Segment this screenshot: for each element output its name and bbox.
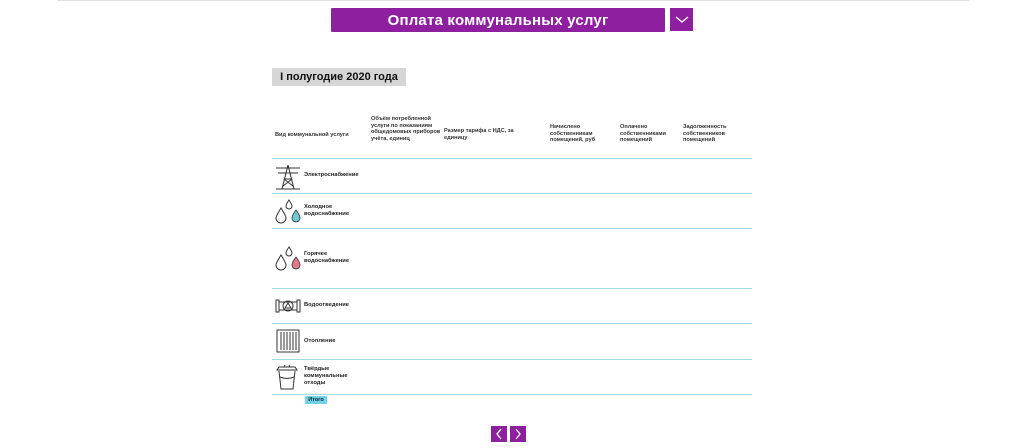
row-label-heating: Отопление [304, 338, 336, 344]
row-label-sewage: Водоотведение [304, 302, 350, 308]
col-header-service: Вид коммунальной услуги [275, 132, 349, 138]
chevron-down-icon [675, 16, 689, 24]
col-header-volume: Объём потребленной услуги по показаниям общедомовых приборов учёта, единиц [371, 116, 441, 142]
table-row [272, 289, 752, 324]
col-header-debt: Задолженность собственников помещений [683, 124, 727, 144]
top-divider [57, 0, 969, 1]
table-header [272, 114, 752, 159]
table-row [272, 194, 752, 229]
col-header-charged: Начислено собственникам помещений, руб [550, 124, 596, 144]
table-row [272, 229, 752, 289]
period-label: I полугодие 2020 года [272, 68, 406, 86]
prev-page-button[interactable] [491, 426, 507, 442]
dropdown-button[interactable] [670, 8, 693, 31]
chevron-right-icon [514, 428, 522, 440]
table-row [272, 324, 752, 360]
power-tower-icon [275, 164, 301, 190]
page-title-button[interactable]: Оплата коммунальных услуг [331, 8, 665, 32]
chevron-left-icon [495, 428, 503, 440]
row-label-solid-waste: Твёрдые коммунальные отходы [304, 366, 348, 386]
table-row [272, 360, 752, 395]
trash-bin-icon [275, 364, 299, 390]
col-header-paid: Оплачено собственниками помещений [620, 124, 666, 144]
cold-water-drops-icon [275, 198, 303, 224]
next-page-button[interactable] [510, 426, 526, 442]
radiator-icon [275, 329, 301, 353]
row-label-hot-water: Горячее водоснабжение [304, 251, 350, 264]
sewage-pipe-icon [275, 298, 301, 314]
table-row [272, 159, 752, 194]
hot-water-drops-icon [275, 245, 303, 271]
total-badge: Итого [305, 396, 327, 404]
col-header-tariff: Размер тарифа с НДС, за единицу [444, 128, 514, 141]
row-label-electricity: Электроснабжение [304, 172, 359, 178]
row-label-cold-water: Холодное водоснабжение [304, 204, 350, 217]
utilities-table [272, 114, 752, 395]
